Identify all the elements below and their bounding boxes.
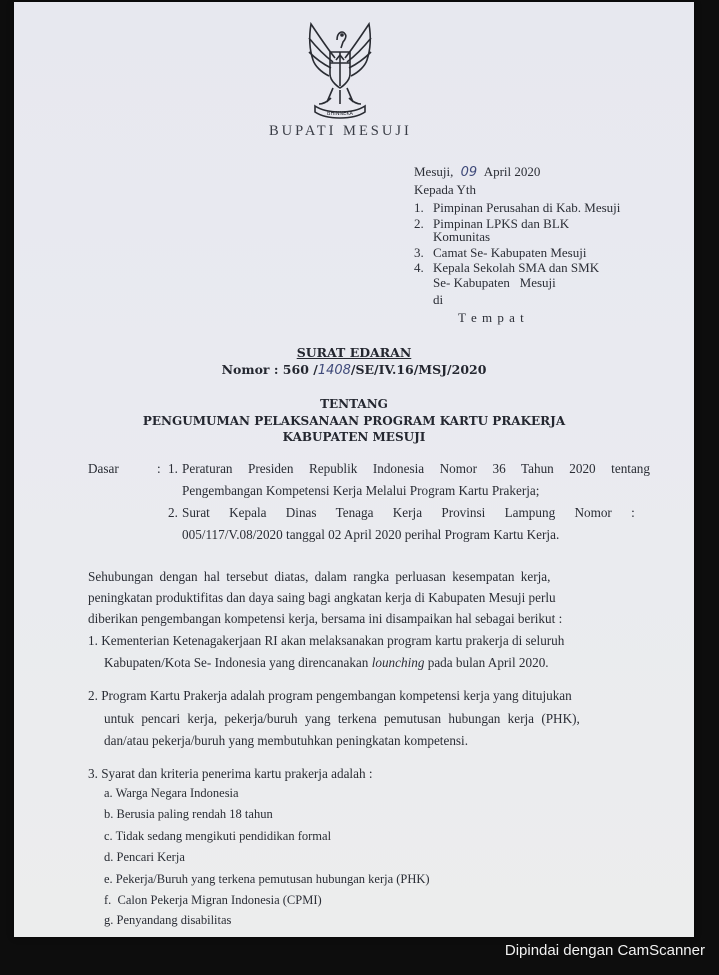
- date-place: Mesuji,: [414, 164, 454, 179]
- recipient-item-continuation: Se- Kabupaten Mesuji: [433, 275, 556, 290]
- recipient-item-continuation: Komunitas: [433, 229, 491, 244]
- document-page: [14, 2, 694, 937]
- point-2-line: untuk pencari kerja, pekerja/buruh yang terkena pemutusan hubungan kerja (PHK),: [104, 711, 580, 726]
- date-line: [414, 164, 540, 180]
- dasar-item-number: 2.: [168, 505, 178, 520]
- criteria-item: a. Warga Negara Indonesia: [104, 786, 239, 800]
- letter-tentang: TENTANG: [320, 397, 388, 411]
- criteria-item: b. Berusia paling rendah 18 tahun: [104, 807, 273, 821]
- emblem-ribbon-text: BHINNEKA: [327, 111, 353, 117]
- recipient-salutation: Kepada Yth: [414, 182, 476, 197]
- point-3-heading: 3. Syarat dan kriteria penerima kartu prakerja adalah :: [88, 766, 373, 781]
- recipient-item: 1. Pimpinan Perusahan di Kab. Mesuji: [414, 200, 621, 215]
- recipient-item: 2. Pimpinan LPKS dan BLK: [414, 216, 570, 231]
- italic-term: lounching: [371, 655, 425, 670]
- dasar-item-text: 005/117/V.08/2020 tanggal 02 April 2020 perihal Program Kartu Kerja.: [182, 527, 560, 542]
- dasar-label: Dasar: [88, 461, 119, 476]
- point-2-line: 2. Program Kartu Prakerja adalah program pengembangan kompetensi kerja yang ditujukan: [88, 688, 572, 703]
- garuda-emblem-icon: [297, 18, 383, 124]
- dasar-item-number: 1.: [168, 461, 178, 476]
- letter-number-handwritten: 1408: [317, 363, 351, 378]
- dasar-item-text: Pengembangan Kompetensi Kerja Melalui Program Kartu Prakerja;: [182, 483, 540, 498]
- intro-line: Sehubungan dengan hal tersebut diatas, dalam rangka perluasan kesempatan kerja,: [88, 569, 551, 584]
- letter-subject: PENGUMUMAN PELAKSANAAN PROGRAM KARTU PRAKERJA: [142, 414, 566, 428]
- date-day-handwritten: 09: [460, 165, 478, 180]
- letter-type: SURAT EDARAN: [296, 345, 412, 360]
- criteria-item: e. Pekerja/Buruh yang terkena pemutusan hubungan kerja (PHK): [104, 872, 430, 886]
- criteria-item: d. Pencari Kerja: [104, 850, 185, 864]
- point-2-line: dan/atau pekerja/buruh yang membutuhkan peningkatan kompetensi.: [104, 733, 469, 748]
- intro-line: peningkatan produktifitas dan daya saing bagi angkatan kerja di Kabupaten Mesuji perlu: [88, 590, 556, 605]
- intro-line: diberikan pengembangan kompetensi kerja, bersama ini disampaikan hal sebagai berikut :: [88, 611, 563, 626]
- criteria-item: g. Penyandang disabilitas: [104, 913, 232, 927]
- letterhead-title: BUPATI MESUJI: [269, 123, 412, 139]
- recipient-tempat: T e m p a t: [458, 310, 525, 325]
- criteria-item: c. Tidak sedang mengikuti pendidikan formal: [104, 829, 332, 843]
- scanner-watermark: Dipindai dengan CamScanner: [504, 942, 705, 959]
- letter-number: Nomor : 560 /1408/SE/IV.16/MSJ/2020: [221, 362, 487, 378]
- dasar-item-text: Peraturan Presiden Republik Indonesia Nomor 36 Tahun 2020 tentang: [182, 461, 650, 476]
- letter-subject-region: KABUPATEN MESUJI: [282, 430, 426, 444]
- recipient-di: di: [433, 292, 444, 307]
- recipient-item: 4. Kepala Sekolah SMA dan SMK: [414, 260, 600, 275]
- criteria-item: f. Calon Pekerja Migran Indonesia (CPMI): [104, 893, 322, 907]
- dasar-item-text: Surat Kepala Dinas Tenaga Kerja Provinsi Lampung Nomor :: [182, 505, 635, 520]
- point-1-line: 1. Kementerian Ketenagakerjaan RI akan melaksanakan program kartu prakerja di seluruh: [88, 633, 565, 648]
- point-1-line: Kabupaten/Kota Se- Indonesia yang direncanakan lounching pada bulan April 2020.: [104, 655, 549, 670]
- dasar-colon: :: [157, 461, 161, 476]
- date-month-year: April 2020: [483, 164, 541, 179]
- recipient-item: 3. Camat Se- Kabupaten Mesuji: [414, 245, 587, 260]
